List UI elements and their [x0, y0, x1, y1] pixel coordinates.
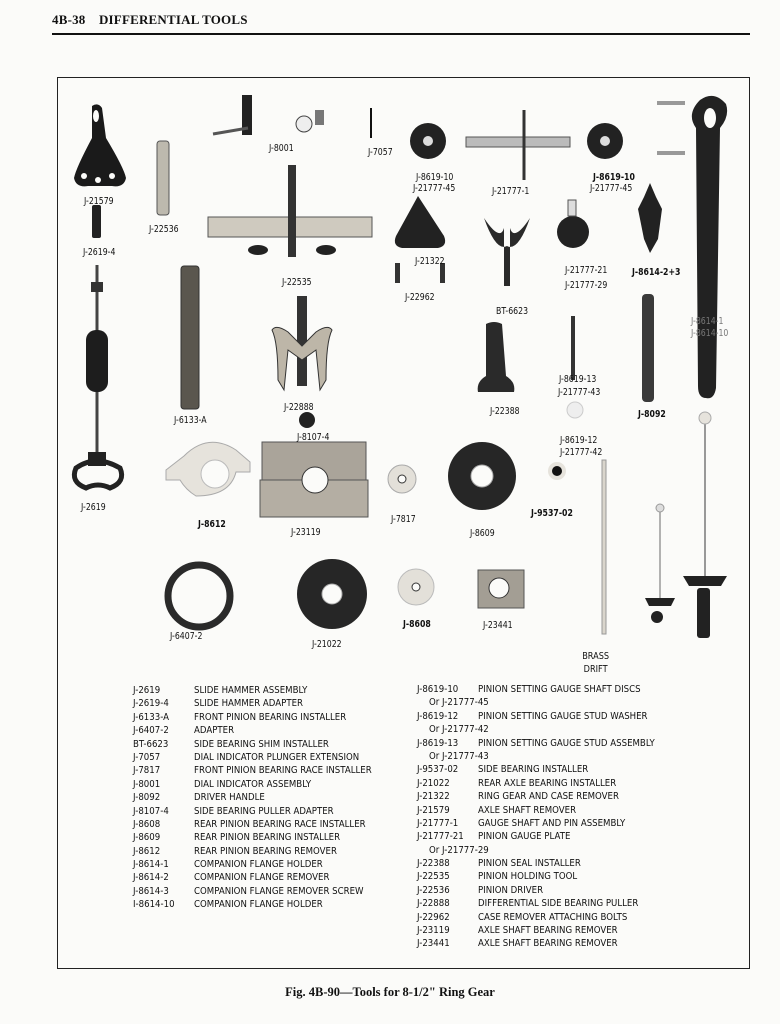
legend-row — [417, 925, 717, 938]
tool-code: J-8107-4 — [133, 805, 169, 817]
rear-axle-bearing-installer-icon — [297, 559, 367, 629]
tool-description: RING GEAR AND CASE REMOVER — [478, 791, 619, 803]
legend-row — [133, 806, 403, 819]
tool-code: J-8609 — [133, 832, 161, 844]
label-j21777-42: J-21777-42 — [560, 447, 603, 458]
label-j8612: J-8612 — [198, 519, 226, 530]
label-bt6623: BT-6623 — [496, 306, 529, 317]
gauge-stud-icon — [571, 316, 575, 380]
tool-code: I-8614-10 — [133, 899, 175, 911]
rear-pinion-bearing-remover-icon — [166, 442, 250, 496]
gauge-disc-icon — [587, 123, 623, 159]
tool-description: PINION SETTING GAUGE STUD WASHER — [478, 710, 648, 722]
label-j8614-2-3: J-8614-2+3 — [632, 267, 681, 278]
label-j21777-45-b: J-21777-45 — [590, 183, 633, 194]
legend-row — [133, 859, 403, 872]
label-j21777-21: J-21777-21 — [565, 265, 608, 276]
slide-hammer-icon — [74, 265, 121, 488]
tool-description: SIDE BEARING INSTALLER — [478, 764, 589, 776]
legend-row — [133, 725, 403, 738]
legend-row — [133, 739, 403, 752]
legend-row — [417, 898, 717, 911]
legend-row-alt — [417, 845, 717, 858]
label-j8619-10-a: J-8619-10 — [416, 172, 454, 183]
tool-description: PINION SETTING GAUGE SHAFT DISCS — [478, 684, 641, 695]
tool-code: J-8092 — [133, 792, 161, 804]
tool-description: COMPANION FLANGE HOLDER — [194, 859, 323, 871]
tool-code: J-22535 — [417, 871, 450, 883]
tool-description: PINION DRIVER — [478, 884, 544, 896]
legend-row-alt — [417, 724, 717, 737]
label-j8619-12: J-8619-12 — [560, 435, 598, 446]
tool-description: DIFFERENTIAL SIDE BEARING PULLER — [478, 898, 639, 910]
label-j22536: J-22536 — [149, 224, 179, 235]
label-j8619-10-b: J-8619-10 — [593, 172, 635, 183]
front-pinion-bearing-installer-icon — [181, 266, 199, 409]
label-j23119: J-23119 — [291, 527, 321, 538]
brass-drift-icon — [602, 460, 606, 634]
axle-bearing-remover-block-icon — [478, 570, 524, 608]
label-j8609: J-8609 — [470, 528, 495, 539]
tool-code: J-23441 — [417, 938, 450, 950]
tool-alt-code: Or J-21777-43 — [429, 750, 489, 762]
legend-row — [417, 764, 717, 777]
slide-hammer-adapter-icon — [92, 205, 101, 238]
tool-description: PINION GAUGE PLATE — [478, 831, 571, 843]
legend-row — [417, 885, 717, 898]
label-j6133a: J-6133-A — [174, 415, 207, 426]
race-installer-icon — [388, 465, 416, 493]
label-j8001: J-8001 — [269, 143, 294, 154]
legend-row — [133, 819, 403, 832]
legend-row — [133, 846, 403, 859]
flange-holder-icon — [657, 96, 727, 398]
label-j22962: J-22962 — [405, 292, 435, 303]
tool-description: SIDE BEARING PULLER ADAPTER — [194, 805, 334, 817]
legend-row — [133, 872, 403, 885]
tool-code: J-21322 — [417, 791, 450, 803]
tool-code: J-7057 — [133, 751, 161, 763]
tool-code: J-8619-10 — [417, 684, 459, 695]
rear-pinion-race-installer-icon — [398, 569, 434, 605]
label-j21022: J-21022 — [312, 639, 342, 650]
tool-description: PINION SETTING GAUGE STUD ASSEMBLY — [478, 737, 655, 749]
legend-row — [417, 912, 717, 925]
tool-alt-code: Or J-21777-42 — [429, 724, 489, 736]
tool-code: J-7817 — [133, 765, 161, 777]
gauge-disc-icon — [410, 123, 446, 159]
legend-row — [133, 698, 403, 711]
torque-wrench-icon — [683, 412, 727, 638]
tool-code: J-22962 — [417, 911, 450, 923]
label-j21579: J-21579 — [84, 196, 114, 207]
tool-description: ADAPTER — [194, 725, 235, 737]
tool-code: J-9537-02 — [417, 764, 459, 776]
tool-description: FRONT PINION BEARING RACE INSTALLER — [194, 765, 372, 777]
driver-handle-icon — [642, 294, 654, 402]
page-number: 4B-38 — [52, 12, 86, 27]
tool-description: DIAL INDICATOR PLUNGER EXTENSION — [194, 751, 360, 763]
legend-row — [133, 685, 403, 698]
tool-code: J-8619-13 — [417, 737, 459, 749]
legend-row — [133, 792, 403, 805]
pinion-driver-icon — [157, 141, 169, 215]
tool-code: J-21579 — [417, 804, 450, 816]
legend-row — [417, 805, 717, 818]
section-title: DIFFERENTIAL TOOLS — [98, 12, 248, 27]
legend-row — [133, 779, 403, 792]
tool-legend-left — [133, 685, 403, 913]
legend-row-alt — [417, 697, 717, 710]
tool-description: DIAL INDICATOR ASSEMBLY — [194, 778, 312, 790]
tool-code: J-22536 — [417, 884, 450, 896]
legend-row — [417, 871, 717, 884]
side-bearing-installer-icon — [548, 462, 566, 480]
label-j7057: J-7057 — [368, 147, 393, 158]
label-j9537-02: J-9537-02 — [531, 508, 573, 519]
tool-code: J-22888 — [417, 898, 450, 910]
tool-description: REAR PINION BEARING RACE INSTALLER — [194, 818, 366, 830]
label-j21777-45-a: J-21777-45 — [413, 183, 456, 194]
label-j21322: J-21322 — [415, 256, 445, 267]
legend-row — [417, 684, 717, 697]
tool-alt-code: Or J-21777-45 — [429, 697, 489, 709]
tool-description: SIDE BEARING SHIM INSTALLER — [194, 738, 329, 750]
label-j7817: J-7817 — [391, 514, 416, 525]
tool-code: J-8614-3 — [133, 885, 169, 897]
label-j22888: J-22888 — [284, 402, 314, 413]
label-j8614-10: J-8614-10 — [691, 328, 729, 339]
tool-description: REAR AXLE BEARING INSTALLER — [478, 777, 617, 789]
tool-code: J-8614-2 — [133, 872, 169, 884]
tool-code: J-8608 — [133, 818, 161, 830]
legend-row — [417, 858, 717, 871]
tool-code: BT-6623 — [133, 738, 169, 750]
torque-wrench-icon — [645, 504, 675, 623]
tool-code: J-8614-1 — [133, 859, 169, 871]
rear-pinion-bearing-installer-icon — [448, 442, 516, 510]
tool-code: J-21777-21 — [417, 831, 464, 843]
label-j8608: J-8608 — [403, 619, 431, 630]
label-j8092: J-8092 — [638, 409, 666, 420]
label-j21777-1: J-21777-1 — [492, 186, 530, 197]
axle-shaft-bearing-remover-icon — [260, 442, 368, 517]
label-j23441: J-23441 — [483, 620, 513, 631]
brass-drift-line2: DRIFT — [583, 664, 608, 675]
tool-description: REAR PINION BEARING INSTALLER — [194, 832, 341, 844]
legend-row — [133, 752, 403, 765]
tool-description: SLIDE HAMMER ADAPTER — [194, 698, 304, 710]
legend-row — [133, 899, 403, 912]
pinion-gauge-plate-icon — [557, 200, 589, 248]
tool-code: J-23119 — [417, 925, 450, 937]
legend-row — [417, 831, 717, 844]
tool-description: PINION SEAL INSTALLER — [478, 858, 581, 870]
tool-legend-right — [417, 684, 717, 952]
tool-code: J-2619 — [133, 685, 161, 696]
legend-row — [417, 711, 717, 724]
tool-alt-code: Or J-21777-29 — [429, 844, 489, 856]
tool-description: DRIVER HANDLE — [194, 792, 265, 804]
brass-drift-line1: BRASS — [582, 651, 610, 662]
legend-row — [133, 832, 403, 845]
tool-code: J-2619-4 — [133, 698, 169, 710]
flange-remover-icon — [638, 183, 662, 253]
tool-code: J-8612 — [133, 845, 161, 857]
label-j21777-43: J-21777-43 — [558, 387, 601, 398]
tool-code: J-21777-1 — [417, 817, 459, 829]
label-j2619-4: J-2619-4 — [83, 247, 116, 258]
tool-description: COMPANION FLANGE REMOVER SCREW — [194, 885, 364, 897]
tool-description: COMPANION FLANGE REMOVER — [194, 872, 330, 884]
tool-description: AXLE SHAFT REMOVER — [478, 804, 577, 816]
legend-row — [133, 712, 403, 725]
legend-row-alt — [417, 751, 717, 764]
tool-description: COMPANION FLANGE HOLDER — [194, 899, 323, 911]
tool-code: J-8001 — [133, 778, 161, 790]
axle-shaft-remover-icon — [74, 104, 126, 186]
legend-row — [133, 886, 403, 899]
tool-description: FRONT PINION BEARING INSTALLER — [194, 711, 347, 723]
ring-gear-remover-icon — [395, 196, 445, 283]
tool-description: AXLE SHAFT BEARING REMOVER — [478, 938, 618, 950]
tool-code: J-22388 — [417, 858, 450, 870]
tool-code: J-6407-2 — [133, 725, 169, 737]
shim-installer-icon — [478, 322, 515, 392]
label-j8619-13: J-8619-13 — [559, 374, 597, 385]
legend-row — [417, 778, 717, 791]
fork-tool-icon — [484, 218, 530, 286]
tool-description: REAR PINION BEARING REMOVER — [194, 845, 337, 857]
label-j21777-29: J-21777-29 — [565, 280, 608, 291]
tool-description: AXLE SHAFT BEARING REMOVER — [478, 925, 618, 937]
tool-description: GAUGE SHAFT AND PIN ASSEMBLY — [478, 817, 626, 829]
figure-caption: Fig. 4B-90—Tools for 8-1/2" Ring Gear — [285, 985, 495, 999]
tool-code: J-21022 — [417, 777, 450, 789]
tool-code: J-6133-A — [133, 711, 170, 723]
label-j22388: J-22388 — [490, 406, 520, 417]
legend-row — [417, 938, 717, 951]
label-brass-drift — [582, 650, 609, 676]
label-j22535: J-22535 — [282, 277, 312, 288]
tool-description: PINION HOLDING TOOL — [478, 871, 578, 883]
legend-row — [133, 765, 403, 778]
tool-code: J-8619-12 — [417, 710, 459, 722]
label-j8614-1: J-8614-1 — [691, 316, 724, 327]
gauge-shaft-icon — [466, 110, 570, 180]
label-j2619: J-2619 — [81, 502, 106, 513]
tool-description: SLIDE HAMMER ASSEMBLY — [194, 685, 308, 696]
legend-row — [417, 738, 717, 751]
legend-row — [417, 818, 717, 831]
pinion-holding-tool-icon — [208, 165, 372, 257]
dial-indicator-icon — [213, 95, 324, 135]
label-j8107-4: J-8107-4 — [297, 432, 330, 443]
label-j6407-2: J-6407-2 — [170, 631, 203, 642]
legend-row — [417, 791, 717, 804]
adapter-ring-icon — [168, 565, 230, 627]
tool-description: CASE REMOVER ATTACHING BOLTS — [478, 911, 628, 923]
